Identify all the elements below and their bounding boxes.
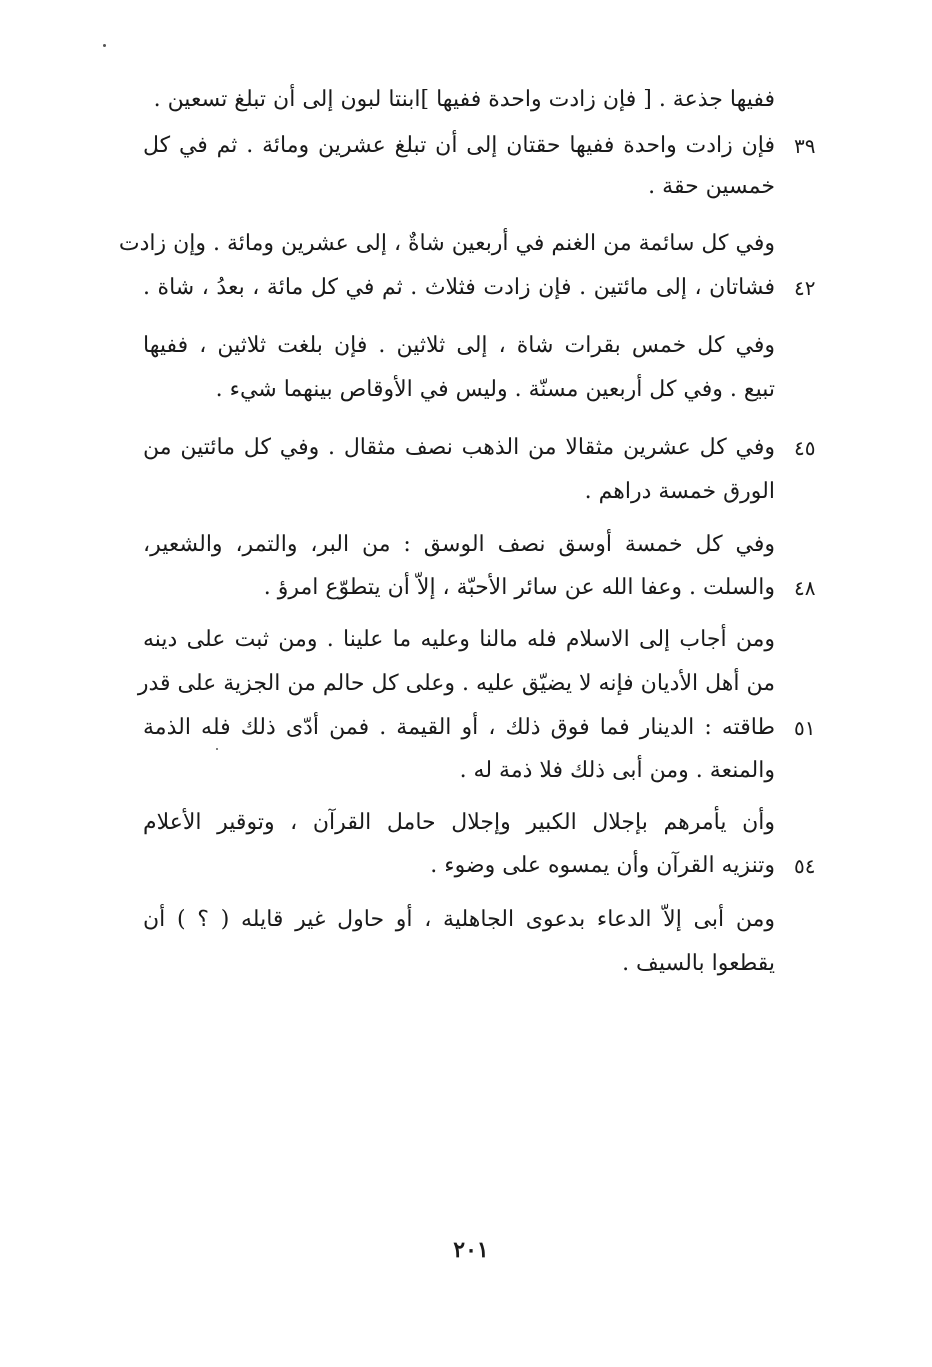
text-line: ففيها جذعة . [ فإن زادت واحدة ففيها ]ابنتا لبون إلى أن تبلغ تسعين . — [153, 87, 775, 112]
text-line: وفي كل عشرين مثقالا من الذهب نصف مثقال . وفي كل مائتين من — [143, 435, 775, 460]
text-line: ومن أبى إلاّ الدعاء بدعوى الجاهلية ، أو حاول غير قايله ( ؟ ) أن — [143, 907, 775, 932]
text-line: فإن زادت واحدة ففيها حقتان إلى أن تبلغ عشرين ومائة . ثم في كل — [143, 133, 775, 158]
text-line: والمنعة . ومن أبى ذلك فلا ذمة له . — [459, 758, 775, 783]
text-line: الورق خمسة دراهم . — [584, 479, 775, 504]
text-line: والسلت . وعفا الله عن سائر الأحبّة ، إلاّ أن يتطوّع امرؤ . — [263, 575, 775, 600]
line-number: ٥٤ — [794, 854, 816, 878]
text-line: يقطعوا بالسيف . — [622, 951, 775, 976]
text-line: وفي كل سائمة من الغنم في أربعين شاةٌ ، إلى عشرين ومائة . وإن زادت — [118, 231, 775, 256]
text-line: ومن أجاب إلى الاسلام فله مالنا وعليه ما علينا . ومن ثبت على دينه — [143, 627, 775, 652]
text-line: من أهل الأديان فإنه لا يضيّق عليه . وعلى كل حالم من الجزية على قدر — [137, 671, 775, 696]
text-line: وأن يأمرهم بإجلال الكبير وإجلال حامل القرآن ، وتوقير الأعلام — [143, 810, 775, 835]
line-number: ٤٢ — [794, 276, 816, 300]
line-number: ٥١ — [794, 716, 816, 740]
line-number: ٤٨ — [794, 576, 816, 600]
text-line: فشاتان ، إلى مائتين . فإن زادت فثلاث . ثم في كل مائة ، بعدُ ، شاة . — [143, 275, 775, 300]
text-line: وتنزيه القرآن وأن يمسوه على وضوء . — [430, 853, 775, 878]
scan-speck — [103, 44, 106, 47]
line-number: ٣٩ — [794, 134, 816, 158]
text-line: تبيع . وفي كل أربعين مسنّة . وليس في الأوقاص بينهما شيء . — [215, 377, 775, 402]
page-number: ٢٠١ — [453, 1237, 489, 1263]
text-line: خمسين حقة . — [648, 174, 775, 199]
text-line: وفي كل خمس بقرات شاة ، إلى ثلاثين . فإن بلغت ثلاثين ، ففيها — [143, 333, 775, 358]
scan-speck — [216, 748, 218, 750]
text-line: وفي كل خمسة أوسق نصف الوسق : من البر، والتمر، والشعير، — [143, 532, 775, 557]
text-line: طاقته : الدينار فما فوق ذلك ، أو القيمة . فمن أدّى ذلك فله الذمة — [143, 715, 775, 740]
line-number: ٤٥ — [794, 436, 816, 460]
